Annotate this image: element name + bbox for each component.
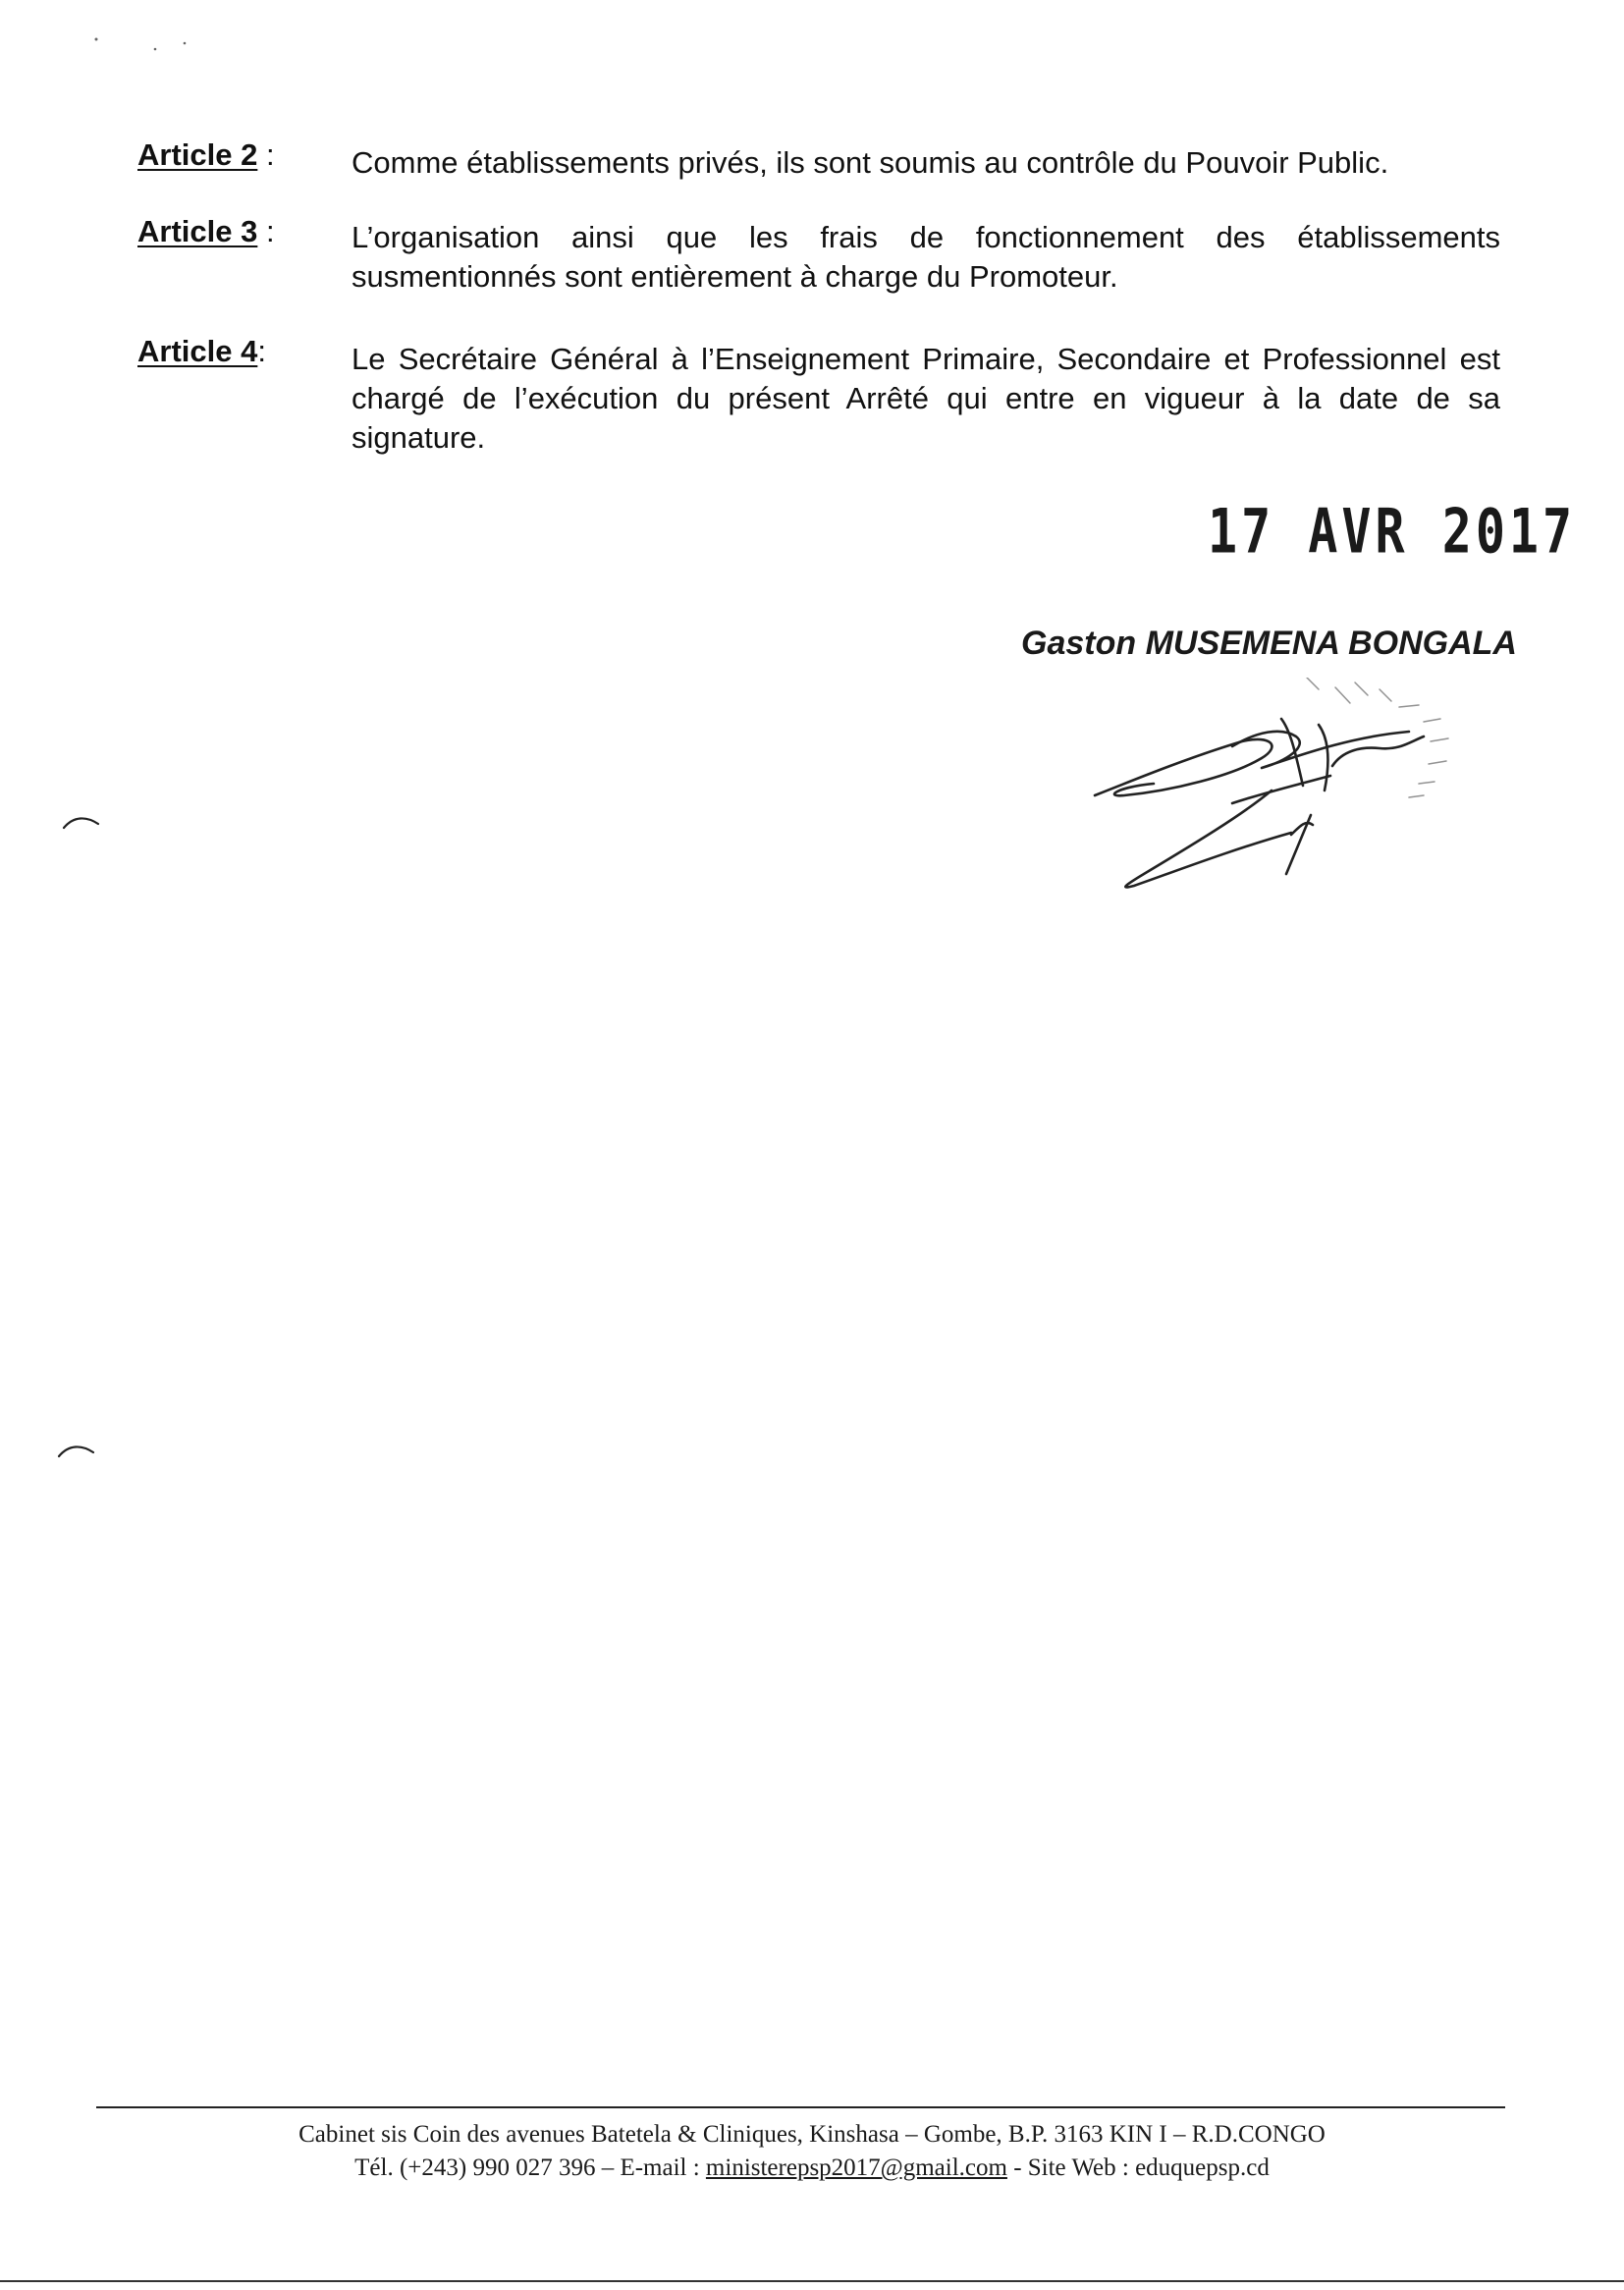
footer-website: - Site Web : eduquepsp.cd bbox=[1006, 2154, 1270, 2181]
article-text: L’organisation ainsi que les frais de fonctionnement des établissements susmentionnés sont entièrement à charge du Promoteur. bbox=[352, 220, 1500, 294]
scan-artifact bbox=[59, 810, 103, 835]
scan-artifact bbox=[88, 29, 196, 59]
footer-address: Cabinet sis Coin des avenues Batetela & Cliniques, Kinshasa – Gombe, B.P. 3163 KIN I – R.D.CONGO bbox=[298, 2121, 1326, 2148]
page-bottom-edge bbox=[0, 2280, 1624, 2282]
article-separator: : bbox=[257, 334, 266, 368]
article-label bbox=[137, 214, 334, 249]
footer-email-link[interactable]: ministerepsp2017@gmail.com bbox=[705, 2154, 1007, 2181]
article-separator: : bbox=[257, 214, 275, 248]
scan-artifact bbox=[54, 1439, 98, 1463]
article-number: Article 2 bbox=[137, 137, 258, 172]
article-number: Article 3 bbox=[137, 214, 258, 248]
article-label bbox=[137, 334, 334, 369]
signer-name: Gaston MUSEMENA BONGALA bbox=[1021, 625, 1517, 662]
footer-contact bbox=[0, 2154, 1624, 2182]
article-text: Le Secrétaire Général à l’Enseignement Primaire, Secondaire et Professionnel est chargé de l’exécution du présent Arrêté qui entre en vigueur à la date de sa signature. bbox=[352, 342, 1500, 455]
footer-telephone: Tél. (+243) 990 027 396 – E-mail : bbox=[354, 2154, 706, 2181]
article-separator: : bbox=[257, 137, 275, 172]
article-number: Article 4 bbox=[137, 334, 258, 368]
article-label bbox=[137, 137, 334, 173]
article-text: Comme établissements privés, ils sont soumis au contrôle du Pouvoir Public. bbox=[352, 145, 1389, 180]
footer-divider bbox=[96, 2106, 1505, 2108]
handwritten-signature bbox=[1085, 678, 1497, 903]
date-stamp: 17 AVR 2017 bbox=[1208, 496, 1577, 568]
